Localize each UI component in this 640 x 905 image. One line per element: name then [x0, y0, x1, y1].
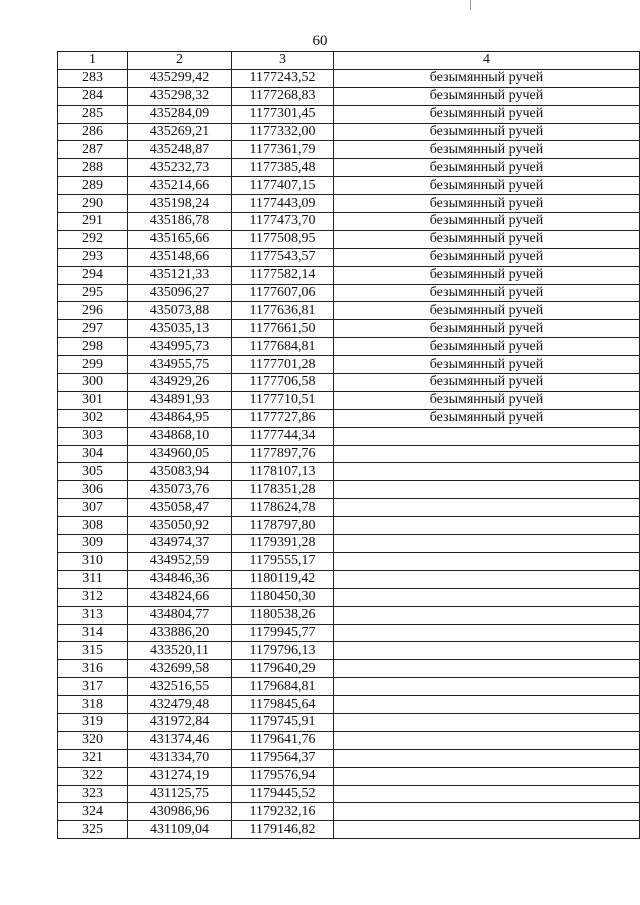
- table-row: [58, 642, 640, 660]
- point-number-cell: 293: [58, 248, 128, 266]
- point-number-cell: 286: [58, 123, 128, 141]
- y-coordinate-cell: 1179845,64: [232, 696, 334, 714]
- description-cell: [334, 409, 640, 427]
- y-coordinate-cell: 1177607,06: [232, 284, 334, 302]
- x-coordinate-cell: 434868,10: [128, 427, 232, 445]
- description-cell: [334, 356, 640, 374]
- x-coordinate-cell: 434929,26: [128, 374, 232, 392]
- table-row: [58, 749, 640, 767]
- table-row: [58, 696, 640, 714]
- x-coordinate-cell: 435299,42: [128, 69, 232, 87]
- y-coordinate-cell: 1177243,52: [232, 69, 334, 87]
- header-cell-1: 1: [58, 52, 128, 70]
- description-cell: [334, 266, 640, 284]
- x-coordinate-cell: 431972,84: [128, 713, 232, 731]
- description-cell: [334, 767, 640, 785]
- page-number: 60: [312, 33, 328, 49]
- y-coordinate-cell: 1177661,50: [232, 320, 334, 338]
- table-row: [58, 105, 640, 123]
- point-number-cell: 311: [58, 570, 128, 588]
- x-coordinate-cell: 434995,73: [128, 338, 232, 356]
- table-row: [58, 141, 640, 159]
- description-cell: [334, 87, 640, 105]
- point-number-cell: 297: [58, 320, 128, 338]
- x-coordinate-cell: 434824,66: [128, 588, 232, 606]
- y-coordinate-cell: 1178107,13: [232, 463, 334, 481]
- x-coordinate-cell: 435073,76: [128, 481, 232, 499]
- table-row: [58, 320, 640, 338]
- point-number-cell: 298: [58, 338, 128, 356]
- x-coordinate-cell: 432479,48: [128, 696, 232, 714]
- y-coordinate-cell: 1177710,51: [232, 391, 334, 409]
- y-coordinate-cell: 1180538,26: [232, 606, 334, 624]
- x-coordinate-cell: 435148,66: [128, 248, 232, 266]
- y-coordinate-cell: 1177268,83: [232, 87, 334, 105]
- y-coordinate-cell: 1179641,76: [232, 731, 334, 749]
- point-number-cell: 316: [58, 660, 128, 678]
- y-coordinate-cell: 1179564,37: [232, 749, 334, 767]
- x-coordinate-cell: 435083,94: [128, 463, 232, 481]
- table-row: [58, 713, 640, 731]
- point-number-cell: 291: [58, 213, 128, 231]
- table-body: [58, 69, 640, 838]
- point-number-cell: 283: [58, 69, 128, 87]
- description-cell: [334, 481, 640, 499]
- point-number-cell: 288: [58, 159, 128, 177]
- description-cell: [334, 463, 640, 481]
- description-cell: [334, 177, 640, 195]
- description-cell: [334, 445, 640, 463]
- description-cell: [334, 803, 640, 821]
- table-row: [58, 535, 640, 553]
- description-cell: [334, 159, 640, 177]
- description-cell: [334, 713, 640, 731]
- point-number-cell: 314: [58, 624, 128, 642]
- point-number-cell: 312: [58, 588, 128, 606]
- x-coordinate-cell: 435058,47: [128, 499, 232, 517]
- description-text: безымянный ручей: [429, 231, 544, 247]
- x-coordinate-cell: 432516,55: [128, 678, 232, 696]
- scan-edge-mark: [470, 0, 472, 10]
- x-coordinate-cell: 434960,05: [128, 445, 232, 463]
- description-text: безымянный ручей: [429, 410, 544, 426]
- y-coordinate-cell: 1177897,76: [232, 445, 334, 463]
- description-text: безымянный ручей: [429, 124, 544, 139]
- table-row: [58, 570, 640, 588]
- table-row: [58, 248, 640, 266]
- x-coordinate-cell: 435198,24: [128, 195, 232, 213]
- y-coordinate-cell: 1177332,00: [232, 123, 334, 141]
- point-number-cell: 310: [58, 552, 128, 570]
- x-coordinate-cell: 435073,88: [128, 302, 232, 320]
- point-number-cell: 294: [58, 266, 128, 284]
- point-number-cell: 295: [58, 284, 128, 302]
- y-coordinate-cell: 1179684,81: [232, 678, 334, 696]
- description-text: безымянный ручей: [429, 374, 544, 390]
- table-row: [58, 821, 640, 839]
- y-coordinate-cell: 1177543,57: [232, 248, 334, 266]
- y-coordinate-cell: 1177473,70: [232, 213, 334, 231]
- description-cell: [334, 391, 640, 409]
- point-number-cell: 307: [58, 499, 128, 517]
- y-coordinate-cell: 1177301,45: [232, 105, 334, 123]
- description-text: безымянный ручей: [429, 302, 544, 318]
- description-text: безымянный ручей: [429, 159, 544, 175]
- point-number-cell: 301: [58, 391, 128, 409]
- x-coordinate-cell: 435269,21: [128, 123, 232, 141]
- point-number-cell: 304: [58, 445, 128, 463]
- table-header: [58, 52, 640, 70]
- point-number-cell: 303: [58, 427, 128, 445]
- x-coordinate-cell: 433886,20: [128, 624, 232, 642]
- y-coordinate-cell: 1178797,80: [232, 517, 334, 535]
- y-coordinate-cell: 1180450,30: [232, 588, 334, 606]
- table-row: [58, 338, 640, 356]
- x-coordinate-cell: 434846,36: [128, 570, 232, 588]
- x-coordinate-cell: 431374,46: [128, 731, 232, 749]
- point-number-cell: 285: [58, 105, 128, 123]
- point-number-cell: 309: [58, 535, 128, 553]
- point-number-cell: 322: [58, 767, 128, 785]
- y-coordinate-cell: 1177636,81: [232, 302, 334, 320]
- y-coordinate-cell: 1179945,77: [232, 624, 334, 642]
- point-number-cell: 324: [58, 803, 128, 821]
- x-coordinate-cell: 431109,04: [128, 821, 232, 839]
- table-row: [58, 356, 640, 374]
- y-coordinate-cell: 1179555,17: [232, 552, 334, 570]
- table-row: [58, 481, 640, 499]
- description-cell: [334, 248, 640, 266]
- point-number-cell: 318: [58, 696, 128, 714]
- description-cell: [334, 105, 640, 123]
- description-cell: [334, 213, 640, 231]
- table-row: [58, 87, 640, 105]
- description-cell: [334, 821, 640, 839]
- x-coordinate-cell: 435121,33: [128, 266, 232, 284]
- table-row: [58, 302, 640, 320]
- table-row: [58, 177, 640, 195]
- description-text: безымянный ручей: [429, 70, 544, 86]
- table-row: [58, 230, 640, 248]
- description-cell: [334, 427, 640, 445]
- y-coordinate-cell: 1179640,29: [232, 660, 334, 678]
- point-number-cell: 319: [58, 713, 128, 731]
- description-text: безымянный ручей: [429, 285, 544, 301]
- description-cell: [334, 696, 640, 714]
- y-coordinate-cell: 1179745,91: [232, 713, 334, 731]
- x-coordinate-cell: 431274,19: [128, 767, 232, 785]
- point-number-cell: 320: [58, 731, 128, 749]
- y-coordinate-cell: 1178351,28: [232, 481, 334, 499]
- point-number-cell: 308: [58, 517, 128, 535]
- y-coordinate-cell: 1179796,13: [232, 642, 334, 660]
- x-coordinate-cell: 434955,75: [128, 356, 232, 374]
- x-coordinate-cell: 430986,96: [128, 803, 232, 821]
- table-row: [58, 391, 640, 409]
- description-text: безымянный ручей: [429, 249, 544, 265]
- description-text: безымянный ручей: [429, 356, 544, 372]
- table-row: [58, 785, 640, 803]
- description-text: безымянный ручей: [429, 213, 544, 229]
- y-coordinate-cell: 1177684,81: [232, 338, 334, 356]
- description-cell: [334, 195, 640, 213]
- table-row: [58, 552, 640, 570]
- x-coordinate-cell: 434891,93: [128, 391, 232, 409]
- point-number-cell: 284: [58, 87, 128, 105]
- description-cell: [334, 141, 640, 159]
- description-text: безымянный ручей: [429, 195, 544, 211]
- y-coordinate-cell: 1177443,09: [232, 195, 334, 213]
- description-cell: [334, 517, 640, 535]
- point-number-cell: 300: [58, 374, 128, 392]
- x-coordinate-cell: 435298,32: [128, 87, 232, 105]
- y-coordinate-cell: 1177727,86: [232, 409, 334, 427]
- x-coordinate-cell: 431125,75: [128, 785, 232, 803]
- table-row: [58, 731, 640, 749]
- x-coordinate-cell: 435050,92: [128, 517, 232, 535]
- description-cell: [334, 642, 640, 660]
- description-cell: [334, 749, 640, 767]
- x-coordinate-cell: 435186,78: [128, 213, 232, 231]
- table-row: [58, 678, 640, 696]
- header-row: [58, 52, 640, 70]
- description-text: безымянный ручей: [429, 338, 544, 354]
- point-number-cell: 290: [58, 195, 128, 213]
- x-coordinate-cell: 434864,95: [128, 409, 232, 427]
- table-row: [58, 427, 640, 445]
- description-cell: [334, 785, 640, 803]
- x-coordinate-cell: 435248,87: [128, 141, 232, 159]
- x-coordinate-cell: 435232,73: [128, 159, 232, 177]
- description-text: безымянный ручей: [429, 392, 544, 408]
- description-cell: [334, 284, 640, 302]
- description-cell: [334, 660, 640, 678]
- table-row: [58, 69, 640, 87]
- coordinates-table: [57, 51, 640, 839]
- table-row: [58, 803, 640, 821]
- x-coordinate-cell: 435096,27: [128, 284, 232, 302]
- description-cell: [334, 731, 640, 749]
- point-number-cell: 323: [58, 785, 128, 803]
- y-coordinate-cell: 1177385,48: [232, 159, 334, 177]
- description-cell: [334, 320, 640, 338]
- point-number-cell: 296: [58, 302, 128, 320]
- y-coordinate-cell: 1179391,28: [232, 535, 334, 553]
- x-coordinate-cell: 435214,66: [128, 177, 232, 195]
- description-text: безымянный ручей: [429, 267, 544, 283]
- point-number-cell: 302: [58, 409, 128, 427]
- y-coordinate-cell: 1177582,14: [232, 266, 334, 284]
- description-text: безымянный ручей: [429, 141, 544, 157]
- x-coordinate-cell: 434974,37: [128, 535, 232, 553]
- header-cell-4: 4: [334, 52, 640, 70]
- header-cell-3: 3: [232, 52, 334, 70]
- x-coordinate-cell: 434952,59: [128, 552, 232, 570]
- table-row: [58, 624, 640, 642]
- y-coordinate-cell: 1180119,42: [232, 570, 334, 588]
- table-row: [58, 499, 640, 517]
- table-row: [58, 588, 640, 606]
- y-coordinate-cell: 1177706,58: [232, 374, 334, 392]
- description-text: безымянный ручей: [429, 106, 544, 122]
- description-cell: [334, 123, 640, 141]
- table-row: [58, 660, 640, 678]
- description-cell: [334, 570, 640, 588]
- y-coordinate-cell: 1177701,28: [232, 356, 334, 374]
- x-coordinate-cell: 434804,77: [128, 606, 232, 624]
- description-cell: [334, 338, 640, 356]
- x-coordinate-cell: 435035,13: [128, 320, 232, 338]
- x-coordinate-cell: 435165,66: [128, 230, 232, 248]
- point-number-cell: 313: [58, 606, 128, 624]
- description-cell: [334, 374, 640, 392]
- description-cell: [334, 552, 640, 570]
- x-coordinate-cell: 435284,09: [128, 105, 232, 123]
- header-cell-2: 2: [128, 52, 232, 70]
- point-number-cell: 321: [58, 749, 128, 767]
- point-number-cell: 306: [58, 481, 128, 499]
- description-cell: [334, 230, 640, 248]
- y-coordinate-cell: 1177361,79: [232, 141, 334, 159]
- table-row: [58, 123, 640, 141]
- description-cell: [334, 588, 640, 606]
- point-number-cell: 305: [58, 463, 128, 481]
- description-cell: [334, 624, 640, 642]
- description-text: безымянный ручей: [429, 177, 544, 193]
- point-number-cell: 292: [58, 230, 128, 248]
- y-coordinate-cell: 1177508,95: [232, 230, 334, 248]
- description-cell: [334, 302, 640, 320]
- x-coordinate-cell: 431334,70: [128, 749, 232, 767]
- table-row: [58, 409, 640, 427]
- y-coordinate-cell: 1177744,34: [232, 427, 334, 445]
- table-row: [58, 517, 640, 535]
- point-number-cell: 289: [58, 177, 128, 195]
- point-number-cell: 299: [58, 356, 128, 374]
- table-row: [58, 767, 640, 785]
- table-row: [58, 284, 640, 302]
- table-row: [58, 445, 640, 463]
- table-row: [58, 374, 640, 392]
- point-number-cell: 315: [58, 642, 128, 660]
- description-text: безымянный ручей: [429, 88, 544, 104]
- y-coordinate-cell: 1179576,94: [232, 767, 334, 785]
- y-coordinate-cell: 1177407,15: [232, 177, 334, 195]
- y-coordinate-cell: 1178624,78: [232, 499, 334, 517]
- table-row: [58, 463, 640, 481]
- y-coordinate-cell: 1179146,82: [232, 821, 334, 839]
- point-number-cell: 287: [58, 141, 128, 159]
- point-number-cell: 325: [58, 821, 128, 839]
- table-row: [58, 195, 640, 213]
- point-number-cell: 317: [58, 678, 128, 696]
- description-cell: [334, 678, 640, 696]
- description-cell: [334, 499, 640, 517]
- table-row: [58, 213, 640, 231]
- table-row: [58, 159, 640, 177]
- x-coordinate-cell: 432699,58: [128, 660, 232, 678]
- description-cell: [334, 606, 640, 624]
- y-coordinate-cell: 1179445,52: [232, 785, 334, 803]
- table-row: [58, 606, 640, 624]
- y-coordinate-cell: 1179232,16: [232, 803, 334, 821]
- x-coordinate-cell: 433520,11: [128, 642, 232, 660]
- description-text: безымянный ручей: [429, 320, 544, 336]
- description-cell: [334, 535, 640, 553]
- description-cell: [334, 69, 640, 87]
- table-row: [58, 266, 640, 284]
